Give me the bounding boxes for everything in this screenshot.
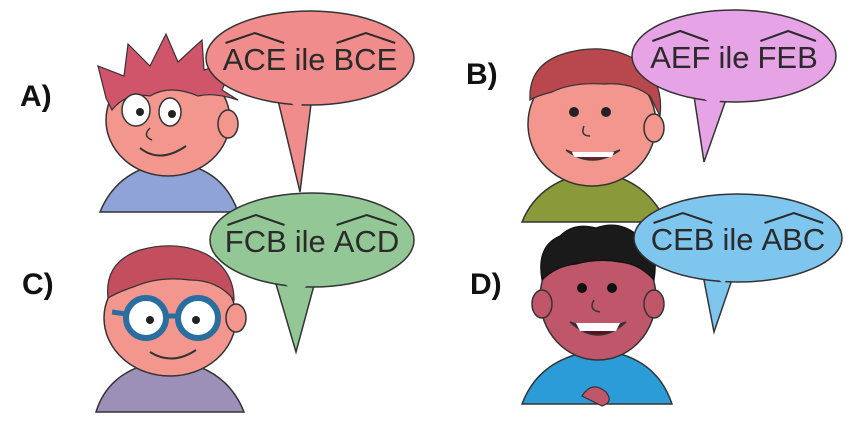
angle-hat-icon — [758, 30, 818, 42]
angle-b-first: AEF — [650, 40, 710, 76]
speech-bubble-c-text[interactable] — [210, 220, 414, 264]
angle-b-second: FEB — [758, 40, 818, 76]
angle-hat-icon — [225, 214, 287, 226]
angle-hat-icon — [334, 214, 399, 226]
angle-d-first: CEB — [651, 222, 715, 258]
option-a-label[interactable]: A) — [20, 80, 52, 113]
angle-hat-icon — [762, 212, 826, 224]
connector-d: ile — [722, 222, 754, 257]
angle-hat-icon — [650, 30, 710, 42]
angle-a-second: BCE — [334, 42, 398, 78]
angle-d-second: ABC — [762, 222, 826, 258]
connector-c: ile — [294, 224, 326, 259]
connector-b: ile — [718, 40, 750, 75]
angle-a-first: ACE — [223, 42, 287, 78]
speech-bubble-a-tail — [276, 92, 312, 192]
angle-c-second: ACD — [334, 224, 399, 260]
angle-hat-icon — [651, 212, 715, 224]
angle-hat-icon — [334, 32, 398, 44]
speech-bubble-d-text[interactable] — [636, 218, 840, 262]
option-c-label[interactable]: C) — [22, 268, 54, 301]
angle-c-first: FCB — [225, 224, 287, 260]
speech-bubble-a-text[interactable] — [208, 38, 412, 82]
option-d-label[interactable]: D) — [470, 268, 502, 301]
speech-bubble-b-tail — [694, 94, 728, 162]
character-c — [96, 246, 246, 412]
connector-a: ile — [294, 42, 326, 77]
option-b-label[interactable]: B) — [466, 58, 498, 91]
angle-hat-icon — [223, 32, 287, 44]
speech-bubble-b-text[interactable] — [634, 36, 834, 80]
